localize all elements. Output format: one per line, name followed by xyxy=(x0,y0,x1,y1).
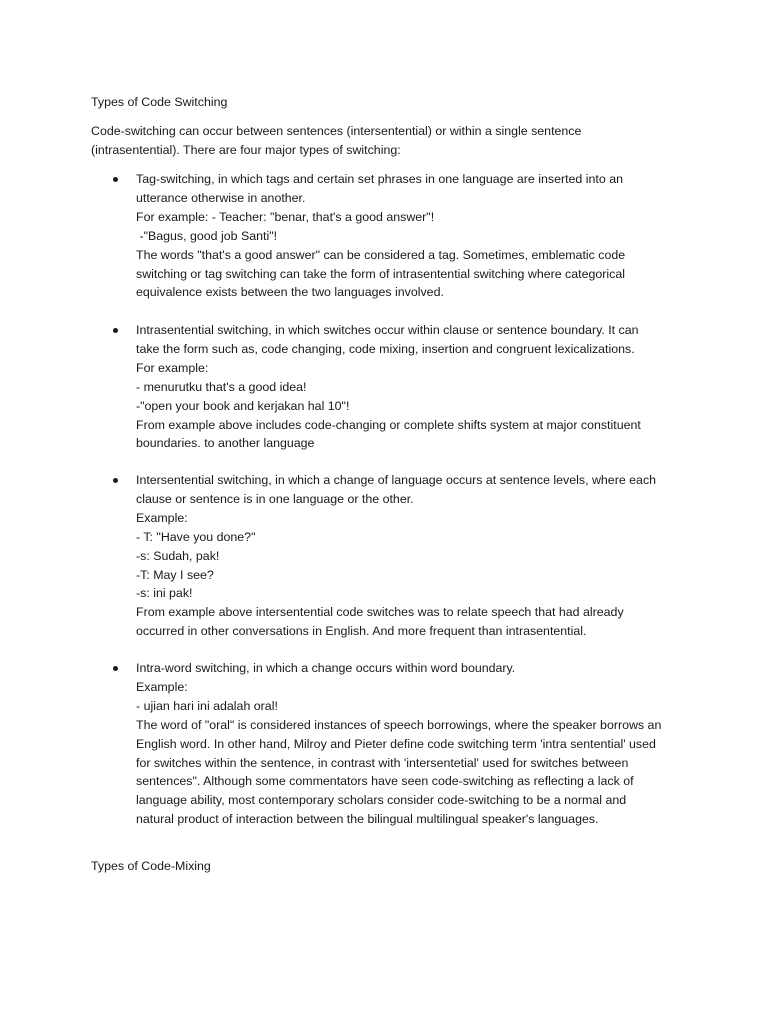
text-line: for switches within the sentence, in contrast with 'intersentetial' used for switches between xyxy=(136,755,629,770)
text-line: switching or tag switching can take the form of intrasentential switching where categorical xyxy=(136,266,625,281)
text-line: -"Bagus, good job Santi"! xyxy=(136,228,278,243)
text-line: From example above intersentential code switches was to relate speech that had already xyxy=(136,605,624,620)
list-item-body xyxy=(136,170,696,302)
text-line: For example: - Teacher: "benar, that's a good answer"! xyxy=(136,209,435,224)
intro-paragraph xyxy=(91,122,691,160)
text-line: For example: xyxy=(136,360,209,375)
text-line: -s: ini pak! xyxy=(136,586,193,601)
text-line: Intersentential switching, in which a change of language occurs at sentence levels, where each xyxy=(136,473,657,487)
text-line: equivalence exists between the two languages involved. xyxy=(136,285,444,300)
text-line: Example: xyxy=(136,679,188,694)
text-line: take the form such as, code changing, code mixing, insertion and congruent lexicalizations. xyxy=(136,341,635,356)
text-line: Intra-word switching, in which a change occurs within word boundary. xyxy=(136,661,516,675)
list-item-body xyxy=(136,471,696,641)
text-line: clause or sentence is in one language or the other. xyxy=(136,491,414,506)
list-item-body xyxy=(136,321,696,453)
text-line: - menurutku that's a good idea! xyxy=(136,379,307,394)
section-heading-code-mixing: Types of Code-Mixing xyxy=(91,859,211,873)
bullet-icon xyxy=(113,177,118,182)
text-line: English word. In other hand, Milroy and Pieter define code switching term 'intra sentential' used xyxy=(136,736,656,751)
text-line: -T: May I see? xyxy=(136,567,214,582)
text-line: boundaries. to another language xyxy=(136,436,315,451)
text-line: -"open your book and kerjakan hal 10"! xyxy=(136,398,350,413)
text-line: sentences". Although some commentators have seen code-switching as reflecting a lack of xyxy=(136,774,634,789)
text-line: - T: "Have you done?" xyxy=(136,529,256,544)
text-line: -s: Sudah, pak! xyxy=(136,548,220,563)
text-line: Code-switching can occur between sentences (intersentential) or within a single sentence xyxy=(91,124,582,138)
section-heading: Types of Code Switching xyxy=(91,95,228,109)
text-line: From example above includes code-changing or complete shifts system at major constituent xyxy=(136,417,641,432)
text-line: (intrasentential). There are four major types of switching: xyxy=(91,142,401,157)
text-line: utterance otherwise in another. xyxy=(136,190,306,205)
bullet-icon xyxy=(113,478,118,483)
text-line: - ujian hari ini adalah oral! xyxy=(136,698,278,713)
text-line: Example: xyxy=(136,510,188,525)
text-line: The word of "oral" is considered instances of speech borrowings, where the speaker borrows an xyxy=(136,717,662,732)
text-line: Intrasentential switching, in which switches occur within clause or sentence boundary. It can xyxy=(136,323,639,337)
text-line: natural product of interaction between the bilingual multilingual speaker's languages. xyxy=(136,812,599,827)
text-line: language ability, most contemporary scholars consider code-switching to be a normal and xyxy=(136,793,627,808)
text-line: The words "that's a good answer" can be considered a tag. Sometimes, emblematic code xyxy=(136,247,626,262)
bullet-icon xyxy=(113,328,118,333)
text-line: occurred in other conversations in English. And more frequent than intrasentential. xyxy=(136,624,587,639)
list-item-body xyxy=(136,659,696,829)
text-line: Tag-switching, in which tags and certain set phrases in one language are inserted into an xyxy=(136,172,623,186)
bullet-icon xyxy=(113,666,118,671)
